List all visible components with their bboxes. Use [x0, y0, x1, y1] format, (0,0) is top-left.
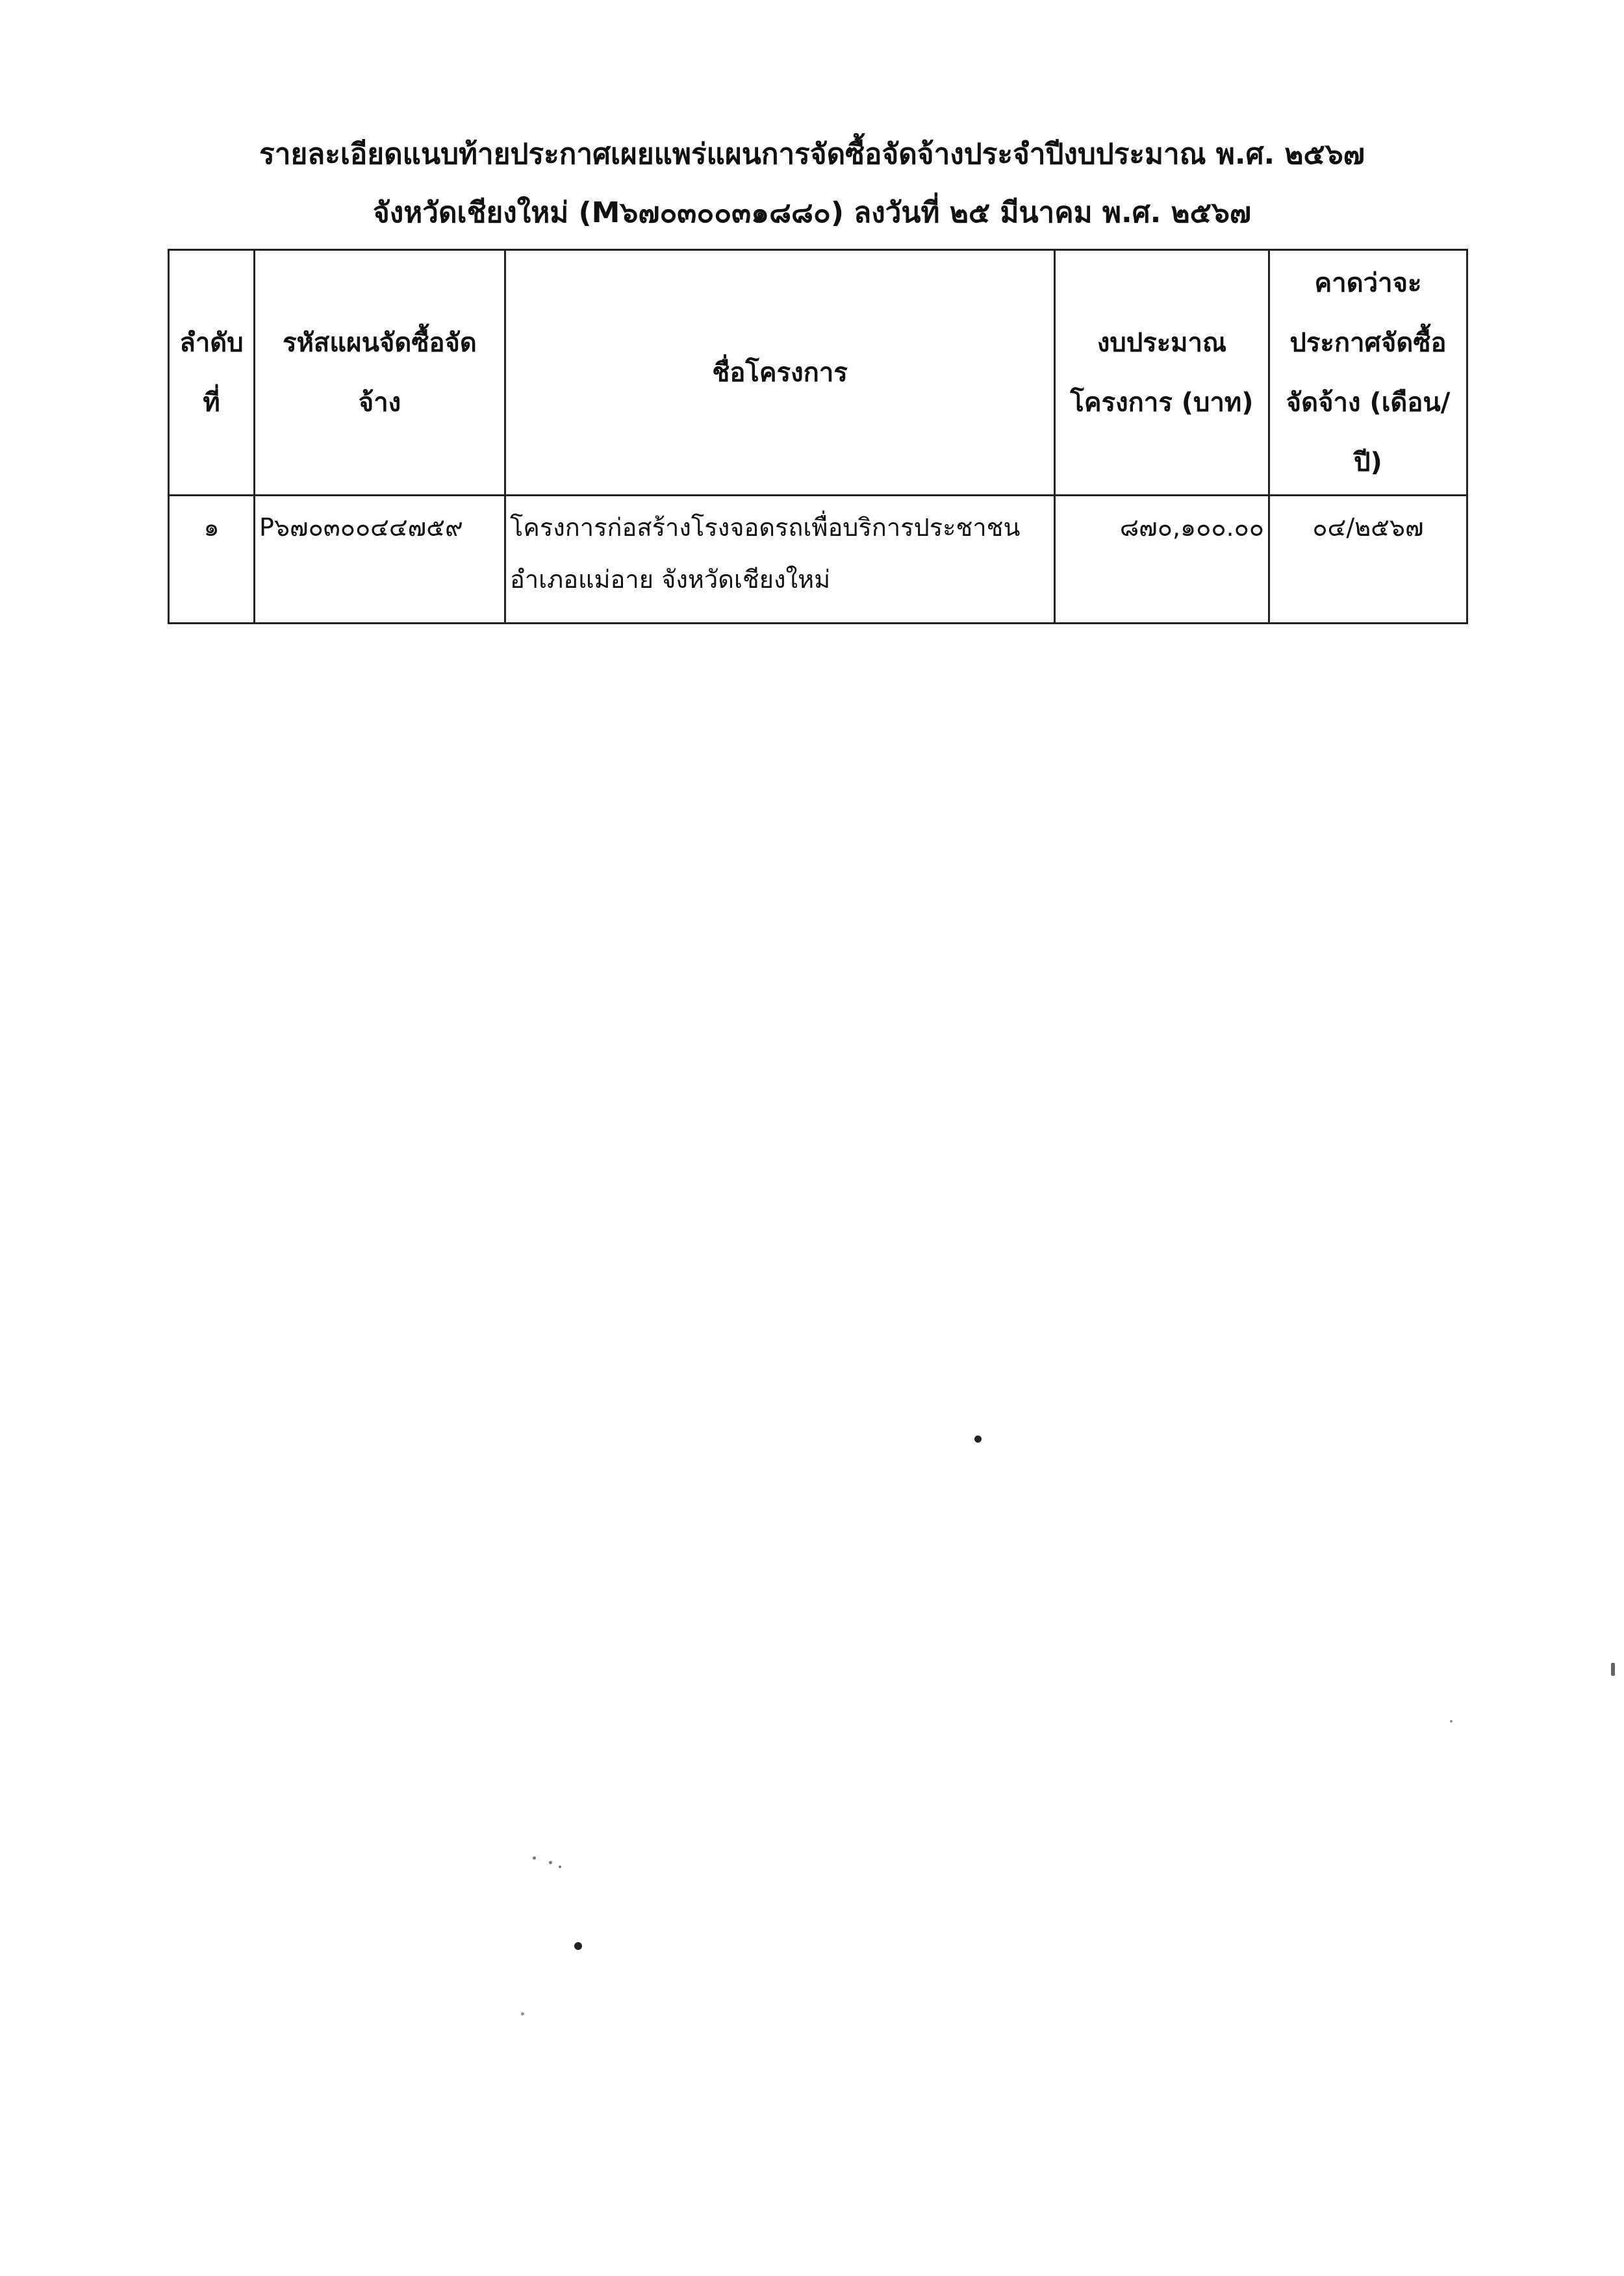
table-header-row [169, 250, 1467, 496]
scan-speck [974, 1435, 982, 1443]
scan-speck [533, 1856, 536, 1860]
cell-budget: ๘๗๐,๑๐๐.๐๐ [1055, 496, 1269, 624]
header-project-name: ชื่อโครงการ [505, 250, 1055, 496]
scan-speck [1611, 1663, 1615, 1676]
scan-speck [1450, 1720, 1453, 1723]
cell-no: ๑ [169, 496, 255, 624]
header-plan-code: รหัสแผนจัดซื้อจัด จ้าง [255, 250, 505, 496]
table-row [169, 496, 1467, 624]
header-budget: งบประมาณ โครงการ (บาท) [1055, 250, 1269, 496]
cell-project-name: โครงการก่อสร้างโรงจอดรถเพื่อบริการประชาชน อำเภอแม่อาย จังหวัดเชียงใหม่ [505, 496, 1055, 624]
document-subtitle: จังหวัดเชียงใหม่ (M๖๗๐๓๐๐๓๑๘๘๐) ลงวันที่ ๒๕ มีนาคม พ.ศ. ๒๕๖๗ [373, 196, 1251, 229]
scan-speck [549, 1861, 552, 1864]
cell-expected-date: ๐๔/๒๕๖๗ [1269, 496, 1467, 624]
header-no: ลำดับ ที่ [169, 250, 255, 496]
scan-speck [521, 2012, 524, 2016]
header-expected-date: คาดว่าจะ ประกาศจัดซื้อ จัดจ้าง (เดือน/ปี) [1269, 250, 1467, 496]
procurement-plan-table [168, 249, 1468, 624]
scan-speck [574, 1942, 582, 1950]
scan-speck [559, 1865, 561, 1868]
cell-plan-code: P๖๗๐๓๐๐๔๔๗๕๙ [255, 496, 505, 624]
document-title: รายละเอียดแนบท้ายประกาศเผยแพร่แผนการจัดซื้อจัดจ้างประจำปีงบประมาณ พ.ศ. ๒๕๖๗ [259, 138, 1365, 171]
